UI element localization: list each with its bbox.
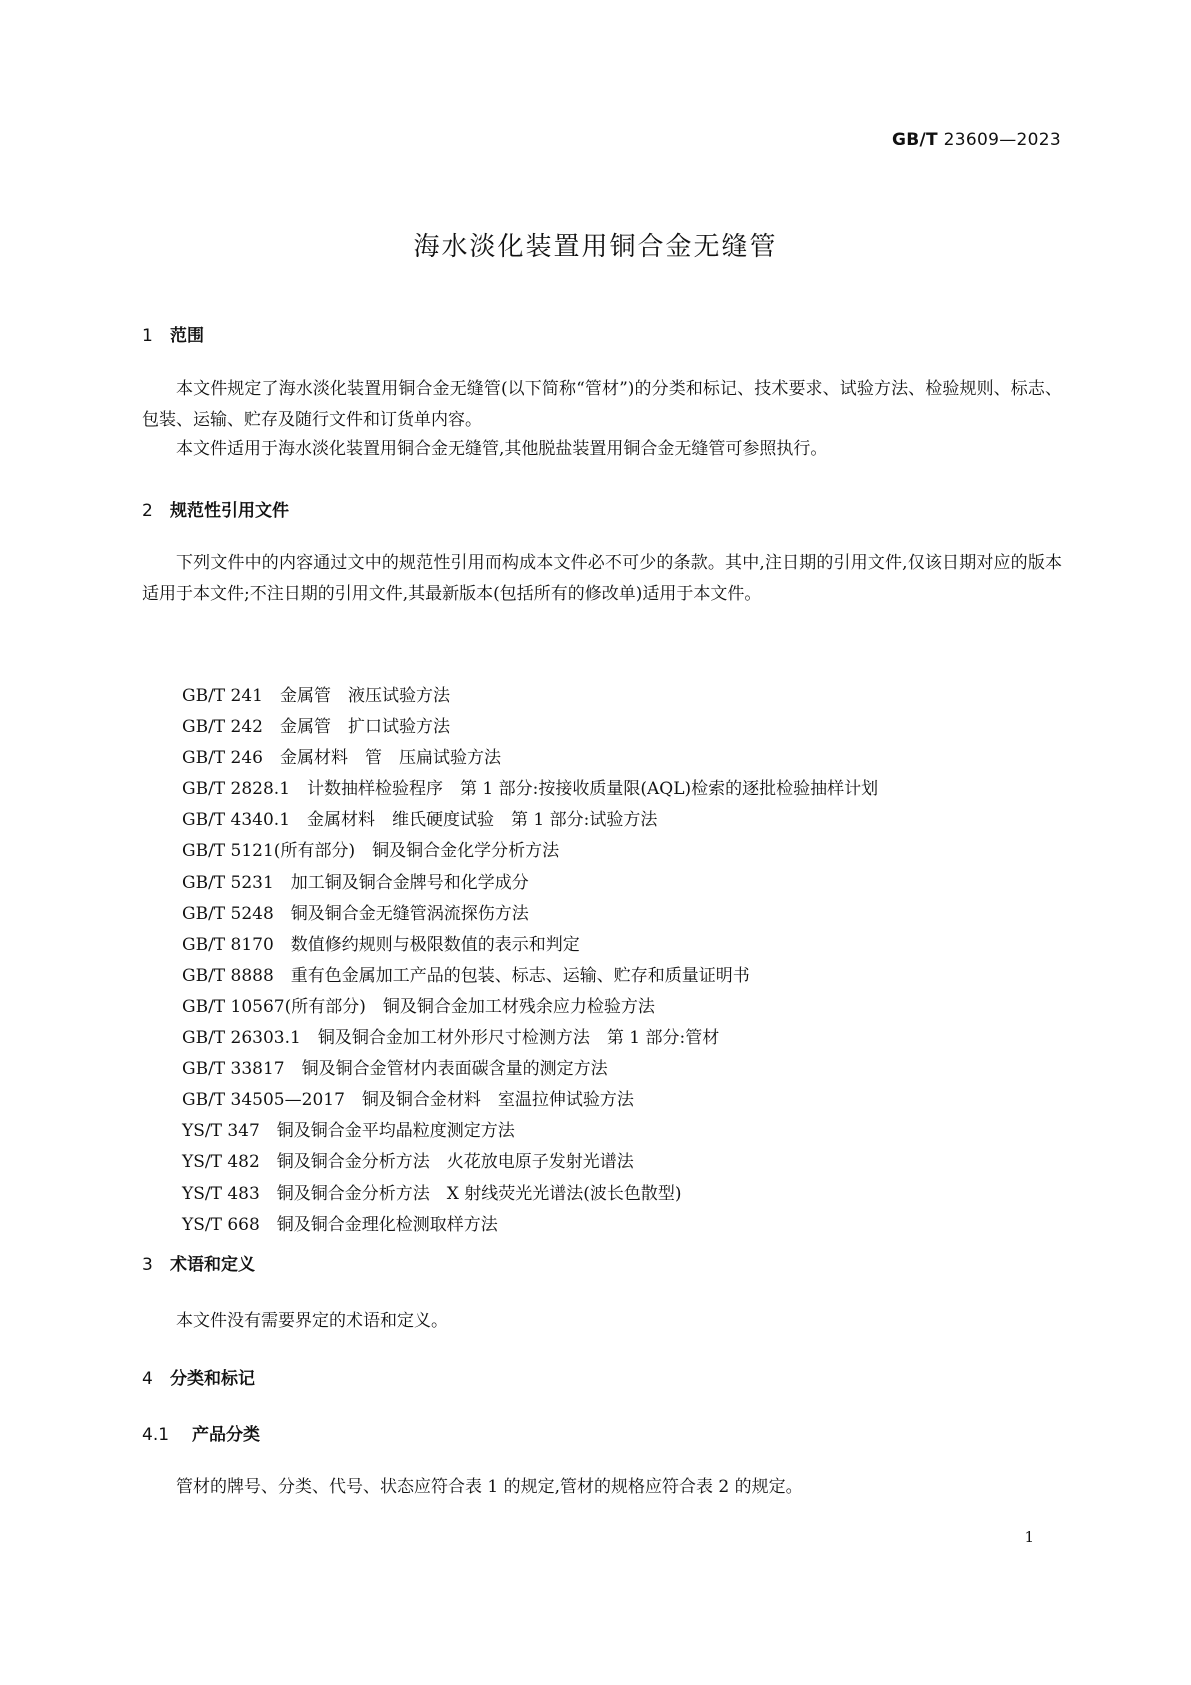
section-1-heading <box>142 321 204 346</box>
reference-item: YS/T 482 铜及铜合金分析方法 火花放电原子发射光谱法 <box>182 1152 634 1173</box>
document-title: 海水淡化装置用铜合金无缝管 <box>413 232 778 262</box>
section-2-paragraph: 下列文件中的内容通过文中的规范性引用而构成本文件必不可少的条款。其中,注日期的引用文件,仅该日期对应的版本适用于本文件;不注日期的引用文件,其最新版本(包括所有的修改单)适用于本文件。 <box>142 553 1062 604</box>
section-title: 分类和标记 <box>170 1369 255 1389</box>
section-number: 4 <box>142 1369 153 1389</box>
reference-item: GB/T 8170 数值修约规则与极限数值的表示和判定 <box>182 934 580 955</box>
standard-code <box>892 130 1061 150</box>
section-title: 产品分类 <box>192 1425 260 1445</box>
normative-references-list <box>182 681 878 1241</box>
section-4-1-paragraph: 管材的牌号、分类、代号、状态应符合表 1 的规定,管材的规格应符合表 2 的规定。 <box>176 1477 803 1497</box>
reference-item: GB/T 2828.1 计数抽样检验程序 第 1 部分:按接收质量限(AQL)检索的逐批检验抽样计划 <box>182 779 879 800</box>
section-3-heading <box>142 1250 255 1275</box>
section-title: 术语和定义 <box>170 1255 255 1275</box>
reference-item: GB/T 10567(所有部分) 铜及铜合金加工材残余应力检验方法 <box>182 996 655 1017</box>
reference-item: GB/T 246 金属材料 管 压扁试验方法 <box>182 748 501 769</box>
reference-item: YS/T 347 铜及铜合金平均晶粒度测定方法 <box>182 1121 515 1142</box>
section-4-1-heading <box>142 1420 260 1445</box>
reference-item: GB/T 5121(所有部分) 铜及铜合金化学分析方法 <box>182 841 560 862</box>
reference-item: GB/T 5248 铜及铜合金无缝管涡流探伤方法 <box>182 903 529 924</box>
reference-item: GB/T 241 金属管 液压试验方法 <box>182 686 450 706</box>
section-number: 1 <box>142 326 153 346</box>
section-number: 4.1 <box>142 1425 170 1445</box>
section-title: 范围 <box>170 326 204 346</box>
section-1-paragraph-2: 本文件适用于海水淡化装置用铜合金无缝管,其他脱盐装置用铜合金无缝管可参照执行。 <box>176 439 828 459</box>
standard-prefix: GB/T <box>892 130 938 150</box>
reference-item: GB/T 8888 重有色金属加工产品的包装、标志、运输、贮存和质量证明书 <box>182 965 750 986</box>
reference-item: YS/T 668 铜及铜合金理化检测取样方法 <box>182 1214 498 1235</box>
section-number: 2 <box>142 501 153 521</box>
reference-item: GB/T 4340.1 金属材料 维氏硬度试验 第 1 部分:试验方法 <box>182 810 658 831</box>
reference-item: GB/T 33817 铜及铜合金管材内表面碳含量的测定方法 <box>182 1059 608 1080</box>
reference-item: YS/T 483 铜及铜合金分析方法 X 射线荧光光谱法(波长色散型) <box>182 1183 682 1204</box>
reference-item: GB/T 5231 加工铜及铜合金牌号和化学成分 <box>182 872 529 893</box>
standard-number: 23609—2023 <box>937 130 1061 150</box>
section-4-heading <box>142 1364 255 1389</box>
section-number: 3 <box>142 1255 153 1275</box>
page-number: 1 <box>1024 1528 1034 1546</box>
reference-item: GB/T 34505—2017 铜及铜合金材料 室温拉伸试验方法 <box>182 1090 634 1111</box>
section-3-paragraph: 本文件没有需要界定的术语和定义。 <box>176 1311 448 1331</box>
section-1-paragraph-1: 本文件规定了海水淡化装置用铜合金无缝管(以下简称“管材”)的分类和标记、技术要求、试验方法、检验规则、标志、包装、运输、贮存及随行文件和订货单内容。 <box>142 379 1062 430</box>
reference-item: GB/T 242 金属管 扩口试验方法 <box>182 717 450 738</box>
section-title: 规范性引用文件 <box>170 501 289 521</box>
reference-item: GB/T 26303.1 铜及铜合金加工材外形尺寸检测方法 第 1 部分:管材 <box>182 1028 720 1049</box>
section-2-heading <box>142 496 289 521</box>
